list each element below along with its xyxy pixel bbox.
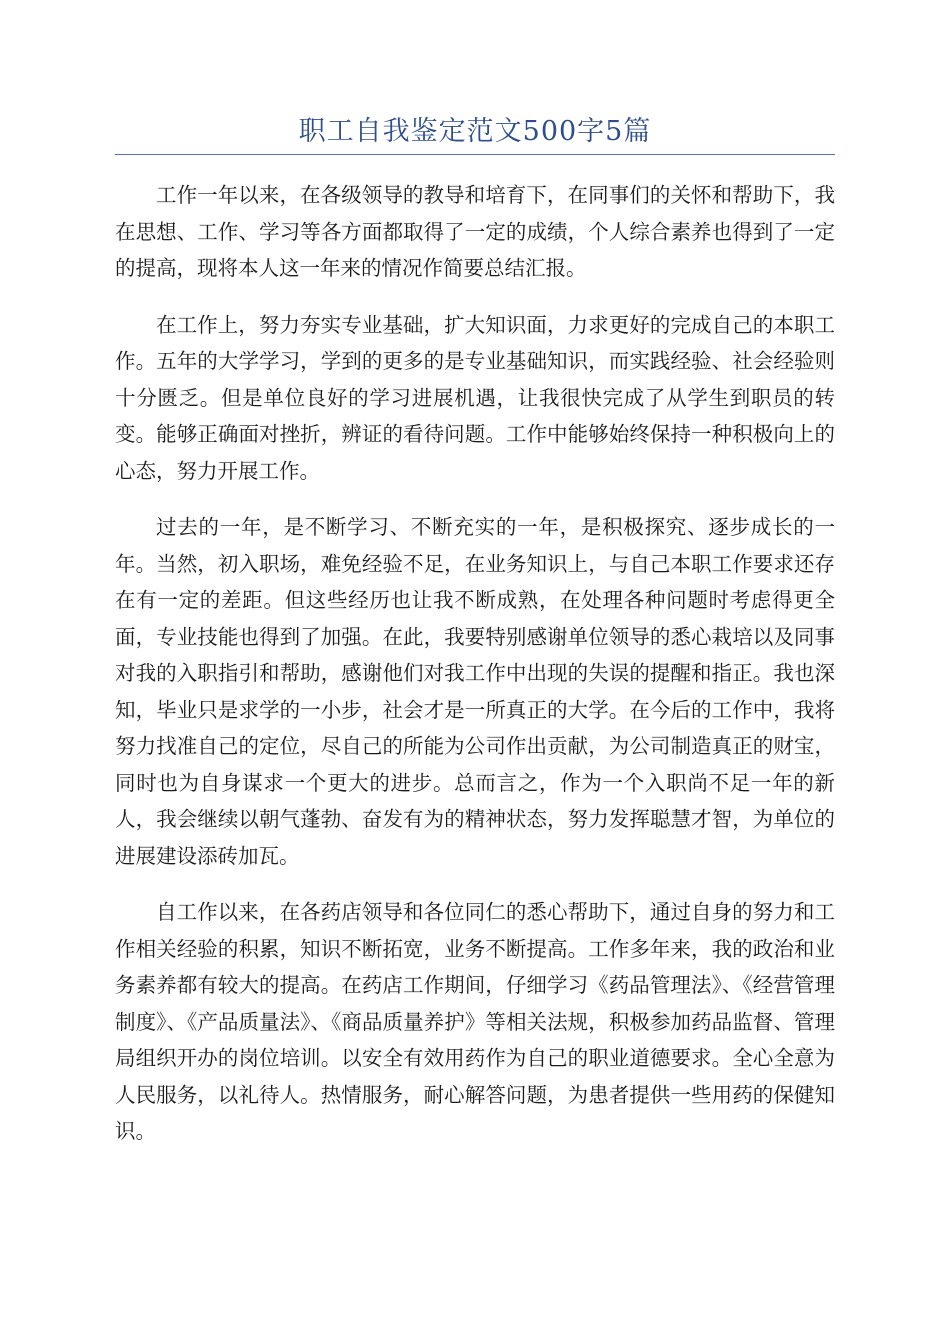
document-body [115, 177, 835, 1170]
paragraph-3: 过去的一年，是不断学习、不断充实的一年，是积极探究、逐步成长的一年。当然，初入职场，难免经验不足，在业务知识上，与自己本职工作要求还存在有一定的差距。但这些经历也让我不断成熟，在处理各种问题时考虑得更全面，专业技能也得到了加强。在此，我要特别感谢单位领导的悉心栽培以及同事对我的入职指引和帮助，感谢他们对我工作中出现的失误的提醒和指正。我也深知，毕业只是求学的一小步，社会才是一所真正的大学。在今后的工作中，我将努力找准自己的定位，尽自己的所能为公司作出贡献，为公司制造真正的财宝，同时也为自身谋求一个更大的进步。总而言之，作为一个入职尚不足一年的新人，我会继续以朝气蓬勃、奋发有为的精神状态，努力发挥聪慧才智，为单位的进展建设添砖加瓦。 [115, 515, 835, 868]
title-underline [115, 154, 835, 155]
paragraph-4: 自工作以来，在各药店领导和各位同仁的悉心帮助下，通过自身的努力和工作相关经验的积累，知识不断拓宽，业务不断提高。工作多年来，我的政治和业务素养都有较大的提高。在药店工作期间，仔细学习《药品管理法》、《经营管理制度》、《产品质量法》、《商品质量养护》等相关法规，积极参加药品监督、管理局组织开办的岗位培训。以安全有效用药作为自己的职业道德要求。全心全意为人民服务，以礼待人。热情服务，耐心解答问题，为患者提供一些用药的保健知识。 [115, 900, 835, 1143]
paragraph-1: 工作一年以来，在各级领导的教导和培育下，在同事们的关怀和帮助下，我在思想、工作、学习等各方面都取得了一定的成绩，个人综合素养也得到了一定的提高，现将本人这一年来的情况作简要总结汇报。 [115, 183, 835, 280]
paragraph-2: 在工作上，努力夯实专业基础，扩大知识面，力求更好的完成自己的本职工作。五年的大学学习，学到的更多的是专业基础知识，而实践经验、社会经验则十分匮乏。但是单位良好的学习进展机遇，让我很快完成了从学生到职员的转变。能够正确面对挫折，辨证的看待问题。工作中能够始终保持一种积极向上的心态，努力开展工作。 [115, 312, 835, 483]
document-title: 职工自我鉴定范文500字5篇 [298, 116, 652, 147]
